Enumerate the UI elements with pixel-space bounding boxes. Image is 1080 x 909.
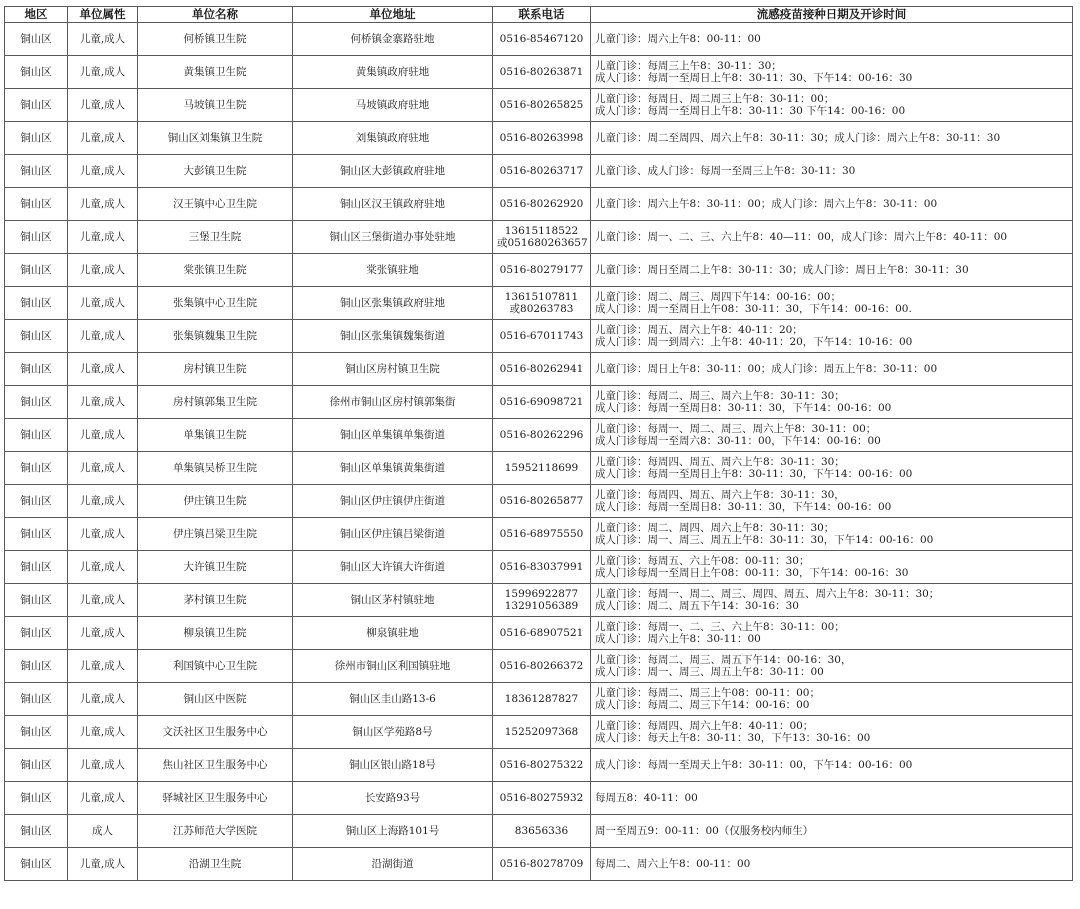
cell-attr: 儿童,成人: [68, 518, 138, 551]
cell-region: 铜山区: [5, 518, 68, 551]
cell-region: 铜山区: [5, 89, 68, 122]
table-row: [5, 518, 1073, 551]
cell-name: 伊庄镇卫生院: [138, 485, 293, 518]
cell-address: 铜山区银山路18号: [293, 749, 493, 782]
cell-name: 张集镇中心卫生院: [138, 287, 293, 320]
cell-phone: [493, 749, 591, 782]
cell-address: 铜山区三堡街道办事处驻地: [293, 221, 493, 254]
table-row: [5, 749, 1073, 782]
cell-attr: 儿童,成人: [68, 584, 138, 617]
column-header-address: 单位地址: [293, 7, 493, 23]
phone-line: 13615107811: [504, 290, 579, 303]
phone-line: 0516-80278709: [499, 857, 584, 870]
cell-hours: [591, 353, 1073, 386]
cell-attr: 儿童,成人: [68, 254, 138, 287]
phone-line: 0516-80275322: [499, 758, 584, 771]
cell-attr: 儿童,成人: [68, 782, 138, 815]
cell-name: 单集镇吴桥卫生院: [138, 452, 293, 485]
cell-phone: [493, 782, 591, 815]
cell-attr: 儿童,成人: [68, 386, 138, 419]
cell-name: 单集镇卫生院: [138, 419, 293, 452]
cell-name: 柳泉镇卫生院: [138, 617, 293, 650]
cell-name: 房村镇卫生院: [138, 353, 293, 386]
phone-line: 18361287827: [504, 692, 579, 705]
cell-name: 张集镇魏集卫生院: [138, 320, 293, 353]
cell-hours: [591, 155, 1073, 188]
hours-line: 成人门诊：每周二、周三下午14：00-16：00: [595, 699, 810, 711]
cell-name: 汉王镇中心卫生院: [138, 188, 293, 221]
cell-hours: [591, 584, 1073, 617]
cell-address: 沿湖街道: [293, 848, 493, 881]
table-row: [5, 584, 1073, 617]
cell-address: 徐州市铜山区房村镇郭集街: [293, 386, 493, 419]
header-row: [5, 7, 1073, 23]
table-row: [5, 287, 1073, 320]
table-row: [5, 419, 1073, 452]
cell-phone: [493, 815, 591, 848]
hours-line: 儿童门诊：每周三上午8：30-11：30；: [595, 59, 782, 72]
cell-address: 铜山区张集镇政府驻地: [293, 287, 493, 320]
cell-name: 棠张镇卫生院: [138, 254, 293, 287]
table-row: [5, 23, 1073, 56]
cell-address: 黄集镇政府驻地: [293, 56, 493, 89]
column-header-hours: 流感疫苗接种日期及开诊时间: [591, 7, 1073, 23]
cell-address: 铜山区圭山路13-6: [293, 683, 493, 716]
cell-phone: [493, 683, 591, 716]
cell-hours: [591, 287, 1073, 320]
table-header: [5, 7, 1073, 23]
cell-name: 焦山社区卫生服务中心: [138, 749, 293, 782]
phone-line: 83656336: [514, 824, 569, 837]
table-row: [5, 848, 1073, 881]
cell-attr: 儿童,成人: [68, 848, 138, 881]
cell-region: 铜山区: [5, 683, 68, 716]
cell-region: 铜山区: [5, 815, 68, 848]
cell-hours: [591, 320, 1073, 353]
cell-attr: 儿童,成人: [68, 221, 138, 254]
cell-attr: 儿童,成人: [68, 716, 138, 749]
cell-phone: [493, 848, 591, 881]
hours-line: 儿童门诊：周二、周四、周六上午8：30-11：30；: [595, 521, 835, 534]
cell-name: 沿湖卫生院: [138, 848, 293, 881]
phone-line: 0516-68907521: [499, 626, 584, 639]
phone-line: 0516-80275932: [499, 791, 584, 804]
cell-phone: [493, 188, 591, 221]
cell-region: 铜山区: [5, 584, 68, 617]
cell-hours: [591, 551, 1073, 584]
phone-line: 0516-80262920: [499, 197, 584, 210]
cell-region: 铜山区: [5, 353, 68, 386]
cell-phone: [493, 221, 591, 254]
cell-hours: [591, 782, 1073, 815]
phone-line: 0516-68975550: [499, 527, 584, 540]
cell-region: 铜山区: [5, 287, 68, 320]
phone-line: 0516-83037991: [499, 560, 584, 573]
cell-phone: [493, 89, 591, 122]
phone-line: 0516-80263717: [499, 164, 584, 177]
cell-name: 三堡卫生院: [138, 221, 293, 254]
hours-line: 成人门诊：周六上午8：30-11：00: [595, 633, 761, 645]
column-header-region: 地区: [5, 7, 68, 23]
table-row: [5, 815, 1073, 848]
cell-hours: [591, 485, 1073, 518]
cell-attr: 儿童,成人: [68, 452, 138, 485]
cell-hours: [591, 89, 1073, 122]
table-row: [5, 122, 1073, 155]
hours-line: 儿童门诊：周五、周六上午8：40-11：20；: [595, 323, 803, 336]
cell-hours: [591, 221, 1073, 254]
table-row: [5, 386, 1073, 419]
cell-hours: [591, 419, 1073, 452]
cell-attr: 儿童,成人: [68, 650, 138, 683]
cell-name: 铜山区刘集镇卫生院: [138, 122, 293, 155]
cell-hours: [591, 122, 1073, 155]
cell-region: 铜山区: [5, 188, 68, 221]
phone-line: 0516-80262296: [499, 428, 584, 441]
phone-line: 0516-80265877: [499, 494, 584, 507]
cell-region: 铜山区: [5, 551, 68, 584]
cell-hours: [591, 254, 1073, 287]
cell-phone: [493, 518, 591, 551]
cell-name: 房村镇郭集卫生院: [138, 386, 293, 419]
cell-name: 利国镇中心卫生院: [138, 650, 293, 683]
phone-line: 15952118699: [504, 461, 579, 474]
table-row: [5, 89, 1073, 122]
cell-region: 铜山区: [5, 23, 68, 56]
cell-attr: 儿童,成人: [68, 419, 138, 452]
cell-phone: [493, 419, 591, 452]
cell-address: 马坡镇政府驻地: [293, 89, 493, 122]
hours-line: 儿童门诊：周六上午8：30-11：00；成人门诊：周六上午8：30-11：00: [595, 197, 938, 210]
cell-address: 长安路93号: [293, 782, 493, 815]
table-row: [5, 716, 1073, 749]
column-header-attr: 单位属性: [68, 7, 138, 23]
cell-region: 铜山区: [5, 419, 68, 452]
cell-attr: 儿童,成人: [68, 56, 138, 89]
table-body: [5, 23, 1073, 881]
cell-address: 柳泉镇驻地: [293, 617, 493, 650]
cell-address: 铜山区大彭镇政府驻地: [293, 155, 493, 188]
hours-line: 成人门诊：周一、周三、周五上午8：30-11：00: [595, 666, 824, 678]
phone-line: 或80263783: [509, 303, 574, 315]
hours-line: 儿童门诊：每周四、周六上午8：40-11：00；: [595, 719, 814, 732]
cell-address: 刘集镇政府驻地: [293, 122, 493, 155]
vaccine-clinic-table-sheet: [4, 6, 1072, 881]
hours-line: 儿童门诊：每周一、周二、周三、周四、周五、周六上午8：30-11：30；: [595, 587, 940, 600]
cell-attr: 儿童,成人: [68, 155, 138, 188]
phone-line: 0516-85467120: [499, 32, 584, 45]
hours-line: 儿童门诊：周一、二、三、六上午8：40—11：00，成人门诊：周六上午8：40-11：00: [595, 230, 1008, 243]
cell-hours: [591, 386, 1073, 419]
cell-hours: [591, 683, 1073, 716]
cell-phone: [493, 56, 591, 89]
phone-line: 0516-80262941: [499, 362, 584, 375]
cell-hours: [591, 188, 1073, 221]
hours-line: 儿童门诊：每周二、周三、周六上午8：30-11：30；: [595, 389, 845, 402]
cell-phone: [493, 254, 591, 287]
cell-address: 铜山区张集镇魏集街道: [293, 320, 493, 353]
hours-line: 儿童门诊：每周五、六上午08：00-11：30；: [595, 554, 810, 567]
cell-address: 铜山区单集镇单集街道: [293, 419, 493, 452]
phone-line: 13291056389: [504, 600, 579, 612]
cell-address: 铜山区汉王镇政府驻地: [293, 188, 493, 221]
table-row: [5, 683, 1073, 716]
cell-region: 铜山区: [5, 848, 68, 881]
hours-line: 成人门诊：每周一至周日上午8：30-11：30，下午14：00-16：00: [595, 468, 913, 480]
hours-line: 儿童门诊：每周四、周五、周六上午8：30-11：30；: [595, 455, 845, 468]
phone-line: 0516-80263871: [499, 65, 584, 78]
cell-name: 文沃社区卫生服务中心: [138, 716, 293, 749]
cell-address: 铜山区大许镇大许街道: [293, 551, 493, 584]
cell-name: 大许镇卫生院: [138, 551, 293, 584]
cell-phone: [493, 287, 591, 320]
hours-line: 成人门诊：每周一至周天上午8：30-11：00，下午14：00-16：00: [595, 758, 913, 771]
table-row: [5, 188, 1073, 221]
phone-line: 0516-80279177: [499, 263, 584, 276]
hours-line: 每周五8：40-11：00: [595, 791, 698, 804]
cell-address: 铜山区房村镇卫生院: [293, 353, 493, 386]
hours-line: 儿童门诊、成人门诊：每周一至周三上午8：30-11：30: [595, 164, 856, 177]
cell-name: 黄集镇卫生院: [138, 56, 293, 89]
cell-name: 伊庄镇吕梁卫生院: [138, 518, 293, 551]
cell-phone: [493, 584, 591, 617]
cell-attr: 儿童,成人: [68, 683, 138, 716]
table-row: [5, 617, 1073, 650]
hours-line: 儿童门诊：周日至周二上午8：30-11：30；成人门诊：周日上午8：30-11：30: [595, 263, 969, 276]
cell-hours: [591, 452, 1073, 485]
cell-hours: [591, 23, 1073, 56]
cell-phone: [493, 485, 591, 518]
phone-line: 15252097368: [504, 725, 579, 738]
cell-region: 铜山区: [5, 749, 68, 782]
hours-line: 儿童门诊：每周二、周三上午08：00-11：00；: [595, 686, 820, 699]
phone-line: 15996922877: [504, 587, 579, 600]
cell-attr: 儿童,成人: [68, 287, 138, 320]
cell-attr: 儿童,成人: [68, 551, 138, 584]
cell-phone: [493, 452, 591, 485]
hours-line: 儿童门诊：每周四、周五、周六上午8：30-11：30，: [595, 488, 845, 501]
cell-hours: [591, 848, 1073, 881]
cell-hours: [591, 815, 1073, 848]
cell-phone: [493, 551, 591, 584]
cell-attr: 儿童,成人: [68, 749, 138, 782]
phone-line: 0516-69098721: [499, 395, 584, 408]
cell-attr: 成人: [68, 815, 138, 848]
cell-name: 江苏师范大学医院: [138, 815, 293, 848]
hours-line: 成人门诊：周一至周日上午08：30-11：30，下午14：00-16：00.: [595, 303, 912, 315]
cell-attr: 儿童,成人: [68, 353, 138, 386]
phone-line: 0516-80263998: [499, 131, 584, 144]
cell-address: 铜山区茅村镇驻地: [293, 584, 493, 617]
cell-attr: 儿童,成人: [68, 23, 138, 56]
cell-name: 铜山区中医院: [138, 683, 293, 716]
cell-region: 铜山区: [5, 155, 68, 188]
cell-name: 何桥镇卫生院: [138, 23, 293, 56]
hours-line: 儿童门诊：周二、周三、周四下午14：00-16：00；: [595, 290, 841, 303]
table-row: [5, 221, 1073, 254]
vaccine-clinic-table: [4, 6, 1073, 881]
cell-region: 铜山区: [5, 452, 68, 485]
cell-phone: [493, 617, 591, 650]
hours-line: 成人门诊：每周一至周日8：30-11：30，下午14：00-16：00: [595, 402, 892, 414]
table-row: [5, 551, 1073, 584]
phone-line: 0516-80265825: [499, 98, 584, 111]
table-row: [5, 650, 1073, 683]
cell-address: 铜山区上海路101号: [293, 815, 493, 848]
hours-line: 儿童门诊：周日上午8：30-11：00；成人门诊：周五上午8：30-11：00: [595, 362, 938, 375]
cell-phone: [493, 122, 591, 155]
cell-name: 马坡镇卫生院: [138, 89, 293, 122]
table-row: [5, 782, 1073, 815]
table-row: [5, 452, 1073, 485]
cell-attr: 儿童,成人: [68, 320, 138, 353]
cell-name: 茅村镇卫生院: [138, 584, 293, 617]
cell-phone: [493, 23, 591, 56]
cell-region: 铜山区: [5, 56, 68, 89]
cell-attr: 儿童,成人: [68, 485, 138, 518]
cell-region: 铜山区: [5, 617, 68, 650]
hours-line: 儿童门诊：每周一、二、三、六上午8：30-11：00；: [595, 620, 845, 633]
cell-phone: [493, 650, 591, 683]
cell-hours: [591, 749, 1073, 782]
hours-line: 成人门诊：周二、周五下午14：30-16：30: [595, 600, 799, 612]
cell-attr: 儿童,成人: [68, 122, 138, 155]
hours-line: 成人门诊：周一、周三、周五上午8：30-11：30，下午14：00-16：00: [595, 534, 934, 546]
cell-address: 铜山区学苑路8号: [293, 716, 493, 749]
cell-name: 大彭镇卫生院: [138, 155, 293, 188]
cell-address: 铜山区伊庄镇吕梁街道: [293, 518, 493, 551]
cell-address: 铜山区伊庄镇伊庄街道: [293, 485, 493, 518]
hours-line: 每周二、周六上午8：00-11：00: [595, 857, 751, 870]
phone-line: 13615118522: [504, 224, 579, 237]
phone-line: 0516-67011743: [499, 329, 584, 342]
table-row: [5, 254, 1073, 287]
column-header-name: 单位名称: [138, 7, 293, 23]
cell-address: 徐州市铜山区利国镇驻地: [293, 650, 493, 683]
phone-line: 0516-80266372: [499, 659, 584, 672]
cell-attr: 儿童,成人: [68, 188, 138, 221]
hours-line: 成人门诊：周一到周六：上午8：40-11：20，下午14：10-16：00: [595, 336, 913, 348]
cell-phone: [493, 386, 591, 419]
hours-line: 儿童门诊：每周二、周三、周五下午14：00-16：30，: [595, 653, 852, 666]
cell-address: 铜山区单集镇黄集街道: [293, 452, 493, 485]
table-row: [5, 56, 1073, 89]
hours-line: 成人门诊：每周一至周日上午8：30-11：30 下午14：00-16：00: [595, 105, 906, 117]
hours-line: 儿童门诊：每周日、周二周三上午8：30-11：00；: [595, 92, 835, 105]
hours-line: 成人门诊：每周一至周日8：30-11：30，下午14：00-16：00: [595, 501, 892, 513]
cell-region: 铜山区: [5, 650, 68, 683]
cell-region: 铜山区: [5, 122, 68, 155]
cell-attr: 儿童,成人: [68, 617, 138, 650]
cell-hours: [591, 617, 1073, 650]
cell-hours: [591, 518, 1073, 551]
cell-name: 驿城社区卫生服务中心: [138, 782, 293, 815]
cell-region: 铜山区: [5, 221, 68, 254]
hours-line: 成人门诊每周一至周六8：30-11：00，下午14：00-16：00: [595, 435, 881, 447]
table-row: [5, 320, 1073, 353]
cell-phone: [493, 320, 591, 353]
cell-phone: [493, 353, 591, 386]
column-header-phone: 联系电话: [493, 7, 591, 23]
hours-line: 成人门诊：每周一至周日上午8：30-11：30、下午14：00-16：30: [595, 72, 913, 84]
table-row: [5, 485, 1073, 518]
cell-region: 铜山区: [5, 716, 68, 749]
cell-address: 棠张镇驻地: [293, 254, 493, 287]
cell-region: 铜山区: [5, 782, 68, 815]
cell-phone: [493, 155, 591, 188]
cell-region: 铜山区: [5, 320, 68, 353]
cell-hours: [591, 56, 1073, 89]
hours-line: 周一至周五9：00-11：00（仅服务校内师生）: [595, 824, 814, 837]
table-row: [5, 155, 1073, 188]
cell-region: 铜山区: [5, 386, 68, 419]
phone-line: 或051680263657: [497, 237, 588, 249]
hours-line: 儿童门诊：周二至周四、周六上午8：30-11：30；成人门诊：周六上午8：30-11：30: [595, 131, 1001, 144]
cell-region: 铜山区: [5, 485, 68, 518]
hours-line: 成人门诊每周一至周日上午08：00-11：30，下午14：00-16：30: [595, 567, 909, 579]
hours-line: 儿童门诊：每周一、周二、周三、周六上午8：30-11：00；: [595, 422, 877, 435]
cell-region: 铜山区: [5, 254, 68, 287]
cell-hours: [591, 650, 1073, 683]
cell-address: 何桥镇金寨路驻地: [293, 23, 493, 56]
cell-hours: [591, 716, 1073, 749]
table-row: [5, 353, 1073, 386]
cell-attr: 儿童,成人: [68, 89, 138, 122]
hours-line: 儿童门诊：周六上午8：00-11：00: [595, 32, 761, 45]
cell-phone: [493, 716, 591, 749]
hours-line: 成人门诊：每天上午8：30-11：30，下午13：30-16：00: [595, 732, 871, 744]
